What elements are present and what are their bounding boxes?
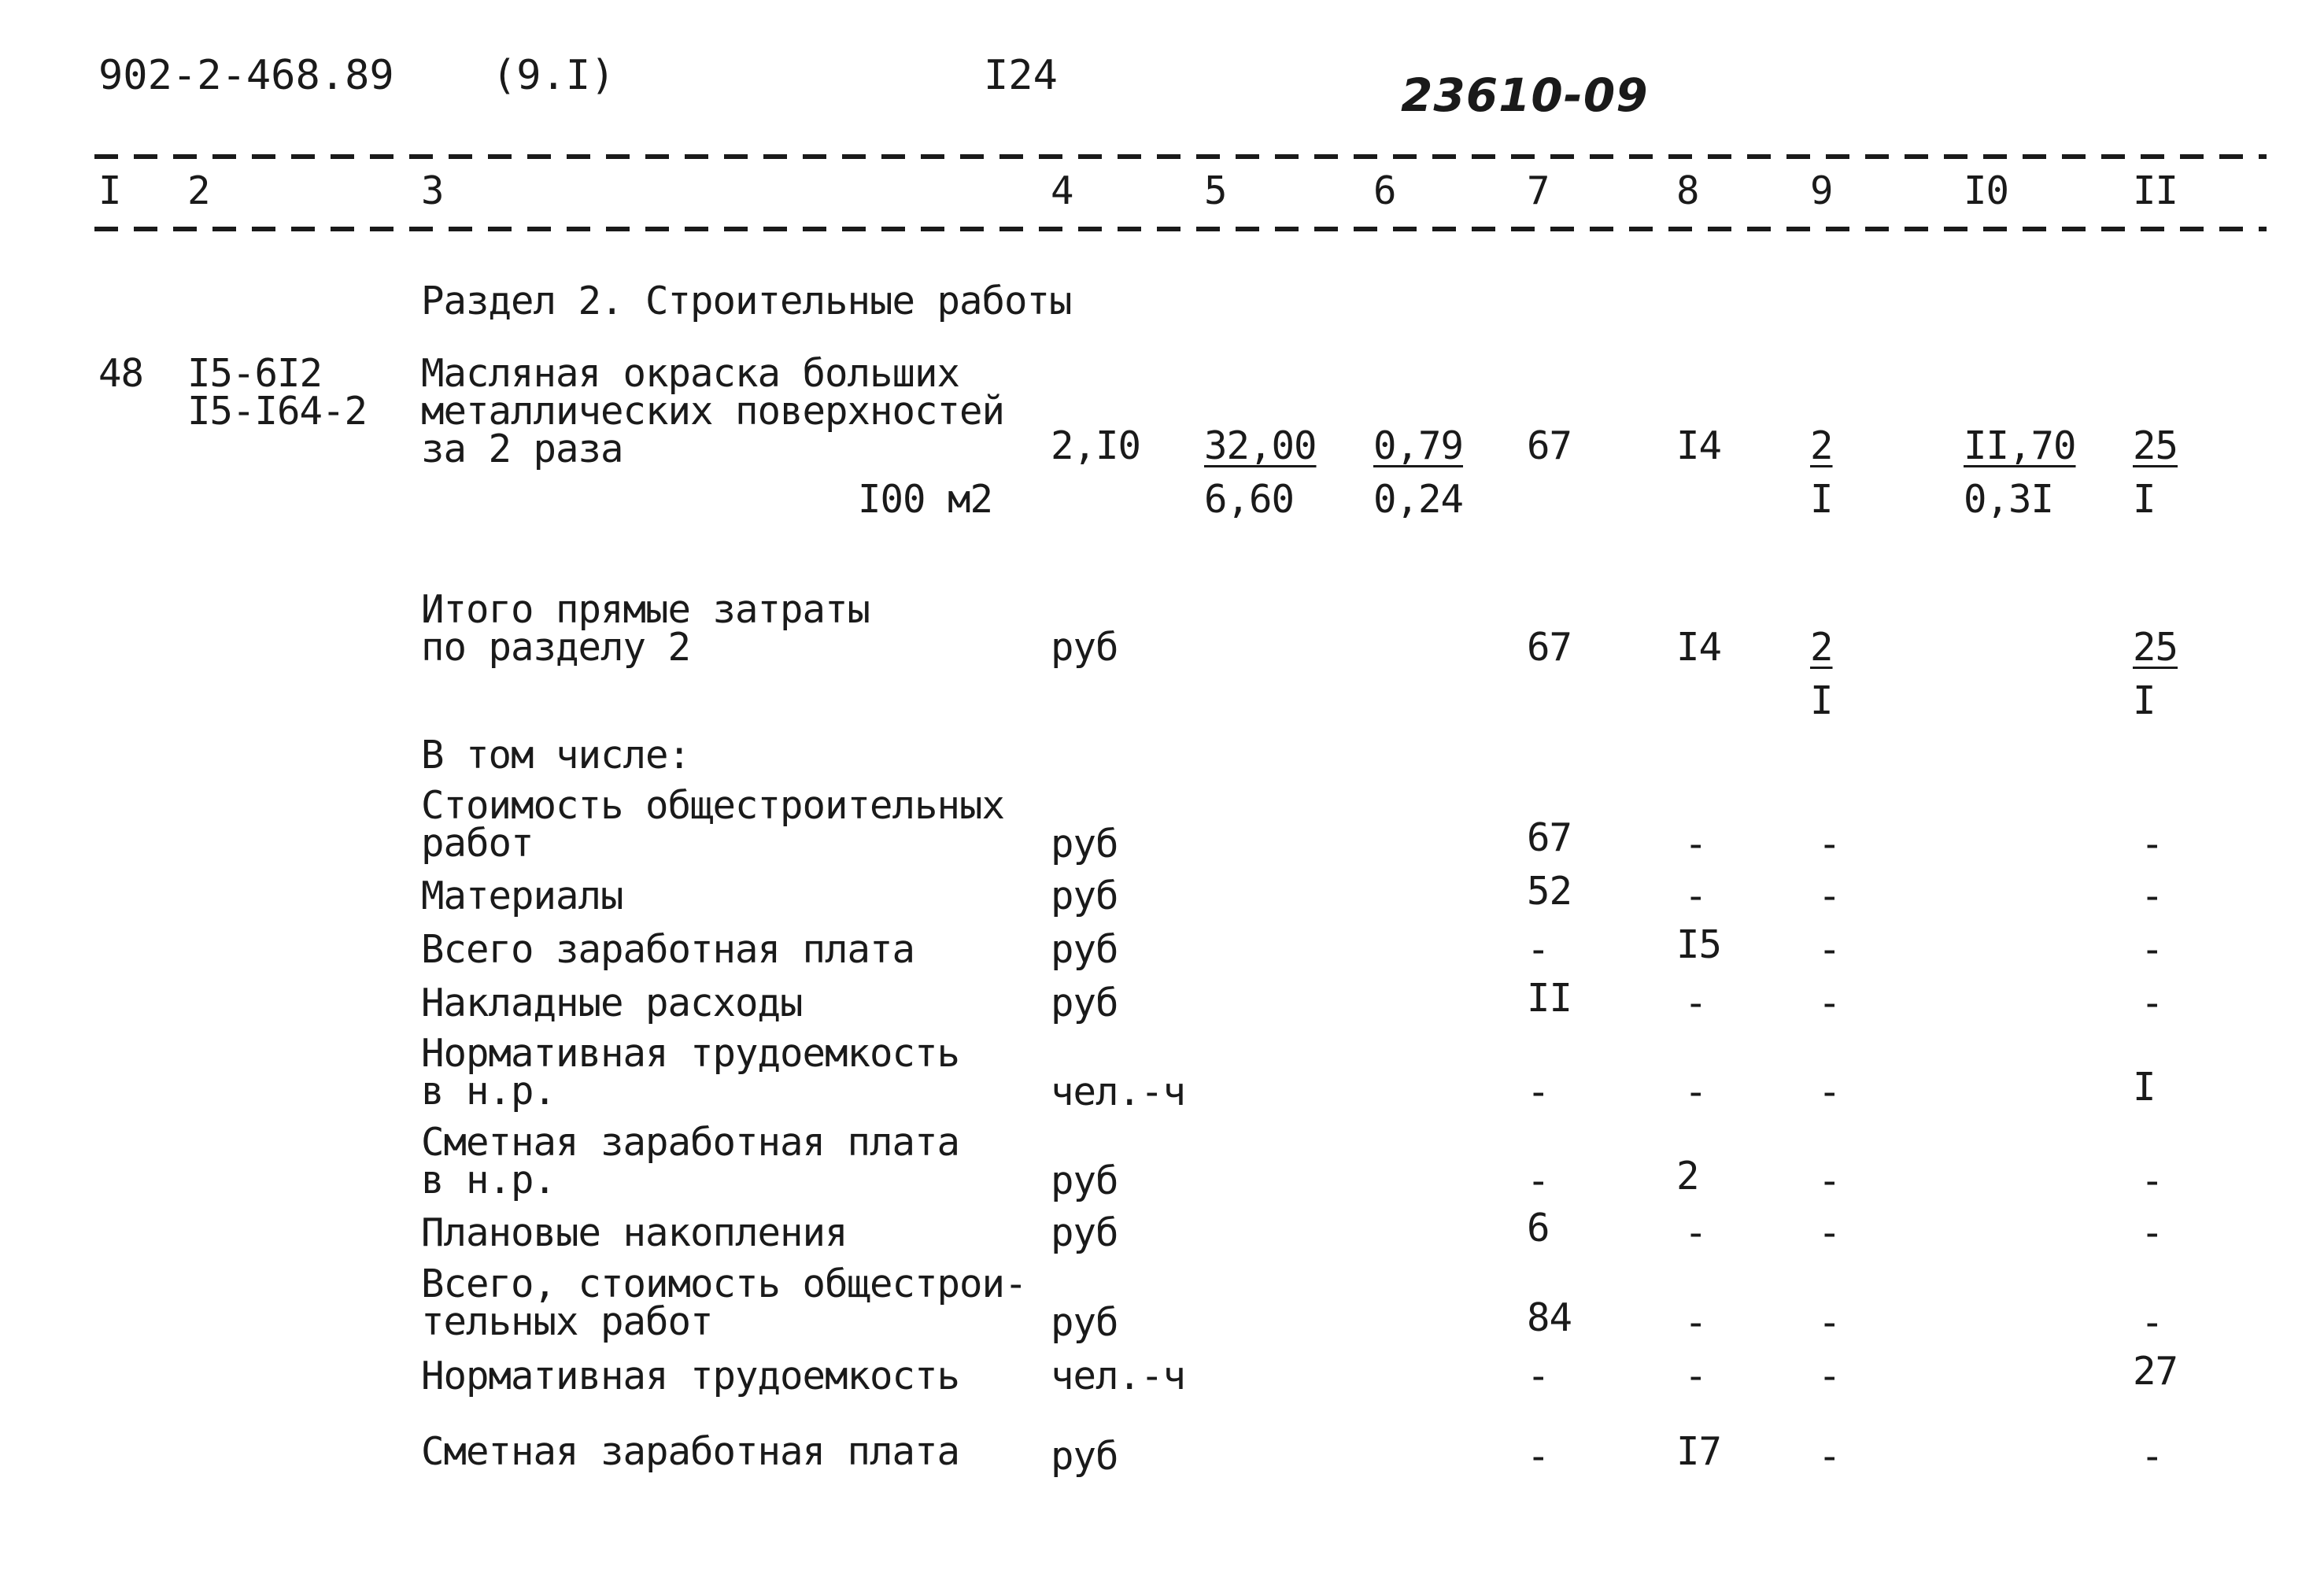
item-col6-top: 0,79 bbox=[1373, 423, 1464, 468]
item-col11-bottom: I bbox=[2133, 477, 2156, 522]
row-label: Всего, стоимость общестрои- тельных работ bbox=[421, 1261, 1027, 1344]
row-col7: 6 bbox=[1527, 1206, 1550, 1250]
row-col11: 27 bbox=[2133, 1349, 2178, 1394]
row-col9: - bbox=[1818, 1354, 1841, 1398]
total-col9-bottom: I bbox=[1810, 678, 1833, 723]
total-col9-top: 2 bbox=[1810, 625, 1833, 670]
row-col9: - bbox=[1818, 1069, 1841, 1114]
item-col11-top: 25 bbox=[2133, 423, 2178, 468]
total-col8: I4 bbox=[1676, 625, 1722, 670]
row-col7: 52 bbox=[1527, 869, 1572, 914]
row-col8: I5 bbox=[1676, 922, 1722, 967]
row-label: Сметная заработная плата в н.р. bbox=[421, 1120, 960, 1202]
row-col11: - bbox=[2141, 927, 2163, 972]
row-unit: руб bbox=[1051, 1300, 1118, 1345]
row-label: Накладные расходы bbox=[421, 981, 803, 1025]
row-col9: - bbox=[1818, 1300, 1841, 1345]
row-unit: руб bbox=[1051, 927, 1118, 972]
item-number: 48 bbox=[98, 351, 144, 396]
item-col10-bottom: 0,3I bbox=[1964, 477, 2054, 522]
row-col7: 84 bbox=[1527, 1295, 1572, 1340]
col-header-6: 6 bbox=[1373, 168, 1396, 213]
row-unit: чел.-ч bbox=[1051, 1354, 1186, 1398]
row-col11: - bbox=[2141, 1210, 2163, 1255]
row-label: Плановые накопления bbox=[421, 1210, 848, 1255]
col-header-4: 4 bbox=[1051, 168, 1073, 213]
row-label: Нормативная трудоемкость bbox=[421, 1354, 960, 1398]
item-code-1: I5-6I2 bbox=[187, 351, 323, 396]
row-unit: чел.-ч bbox=[1051, 1069, 1186, 1114]
row-label: Материалы bbox=[421, 874, 623, 918]
col-header-11: II bbox=[2133, 168, 2178, 213]
row-col9: - bbox=[1818, 1210, 1841, 1255]
row-col9: - bbox=[1818, 874, 1841, 918]
header-rule-top bbox=[94, 154, 2267, 159]
item-col5-bottom: 6,60 bbox=[1204, 477, 1295, 522]
item-col5-top: 32,00 bbox=[1204, 423, 1317, 468]
row-col8: - bbox=[1684, 1300, 1707, 1345]
row-col8: - bbox=[1684, 822, 1707, 866]
col-header-10: I0 bbox=[1964, 168, 2009, 213]
total-col7: 67 bbox=[1527, 625, 1572, 670]
row-label: Сметная заработная плата bbox=[421, 1429, 960, 1474]
document-number: 902-2-468.89 bbox=[98, 52, 394, 99]
row-unit: руб bbox=[1051, 874, 1118, 918]
row-col7: II bbox=[1527, 976, 1572, 1021]
item-col8: I4 bbox=[1676, 423, 1722, 468]
handwritten-stamp: 23610-09 bbox=[1401, 68, 1649, 122]
row-col8: - bbox=[1684, 1069, 1707, 1114]
col-header-2: 2 bbox=[187, 168, 210, 213]
row-unit: руб bbox=[1051, 981, 1118, 1025]
row-col8: - bbox=[1684, 1210, 1707, 1255]
col-header-7: 7 bbox=[1527, 168, 1550, 213]
item-quantity: 2,I0 bbox=[1051, 423, 1141, 468]
col-header-5: 5 bbox=[1204, 168, 1227, 213]
section-title: Раздел 2. Строительные работы bbox=[421, 279, 1072, 323]
item-unit: I00 м2 bbox=[858, 477, 993, 522]
row-col7: - bbox=[1527, 1354, 1550, 1398]
row-unit: руб bbox=[1051, 1158, 1118, 1203]
total-label-line-2: по разделу 2 bbox=[421, 625, 691, 670]
row-col8: - bbox=[1684, 874, 1707, 918]
total-unit: руб bbox=[1051, 625, 1118, 670]
item-col6-bottom: 0,24 bbox=[1373, 477, 1464, 522]
page-number: I24 bbox=[984, 52, 1058, 99]
row-col11: I bbox=[2133, 1065, 2156, 1110]
row-unit: руб bbox=[1051, 1434, 1118, 1479]
row-label: Всего заработная плата bbox=[421, 927, 915, 972]
row-col11: - bbox=[2141, 822, 2163, 866]
row-col11: - bbox=[2141, 1300, 2163, 1345]
row-col8: - bbox=[1684, 981, 1707, 1025]
col-header-9: 9 bbox=[1810, 168, 1833, 213]
row-col11: - bbox=[2141, 1434, 2163, 1479]
row-col9: - bbox=[1818, 1158, 1841, 1203]
item-desc-line-2: металлических поверхностей bbox=[421, 389, 1005, 434]
col-header-8: 8 bbox=[1676, 168, 1699, 213]
item-desc-line-3: за 2 раза bbox=[421, 427, 623, 471]
row-col7: - bbox=[1527, 1069, 1550, 1114]
row-label: Нормативная трудоемкость в н.р. bbox=[421, 1031, 960, 1114]
row-col11: - bbox=[2141, 981, 2163, 1025]
row-col11: - bbox=[2141, 874, 2163, 918]
row-unit: руб bbox=[1051, 822, 1118, 866]
row-label: Стоимость общестроительных работ bbox=[421, 783, 1005, 866]
row-col11: - bbox=[2141, 1158, 2163, 1203]
col-header-3: 3 bbox=[421, 168, 444, 213]
item-col9-bottom: I bbox=[1810, 477, 1833, 522]
row-col7: - bbox=[1527, 927, 1550, 972]
item-col9-top: 2 bbox=[1810, 423, 1833, 468]
header-rule-bottom bbox=[94, 227, 2267, 231]
row-unit: руб bbox=[1051, 1210, 1118, 1255]
document-part: (9.I) bbox=[492, 52, 615, 99]
including-label: В том числе: bbox=[421, 733, 691, 778]
row-col9: - bbox=[1818, 822, 1841, 866]
item-col7: 67 bbox=[1527, 423, 1572, 468]
row-col8: I7 bbox=[1676, 1429, 1722, 1474]
row-col9: - bbox=[1818, 927, 1841, 972]
col-header-1: I bbox=[98, 168, 121, 213]
row-col7: 67 bbox=[1527, 815, 1572, 860]
row-col9: - bbox=[1818, 1434, 1841, 1479]
row-col8: 2 bbox=[1676, 1154, 1699, 1199]
row-col7: - bbox=[1527, 1434, 1550, 1479]
item-code-2: I5-I64-2 bbox=[187, 389, 368, 434]
total-label-line-1: Итого прямые затраты bbox=[421, 587, 870, 632]
row-col7: - bbox=[1527, 1158, 1550, 1203]
total-col11-top: 25 bbox=[2133, 625, 2178, 670]
row-col9: - bbox=[1818, 981, 1841, 1025]
total-col11-bottom: I bbox=[2133, 678, 2156, 723]
item-col10-top: II,70 bbox=[1964, 423, 2076, 468]
row-col8: - bbox=[1684, 1354, 1707, 1398]
item-desc-line-1: Масляная окраска больших bbox=[421, 351, 960, 396]
